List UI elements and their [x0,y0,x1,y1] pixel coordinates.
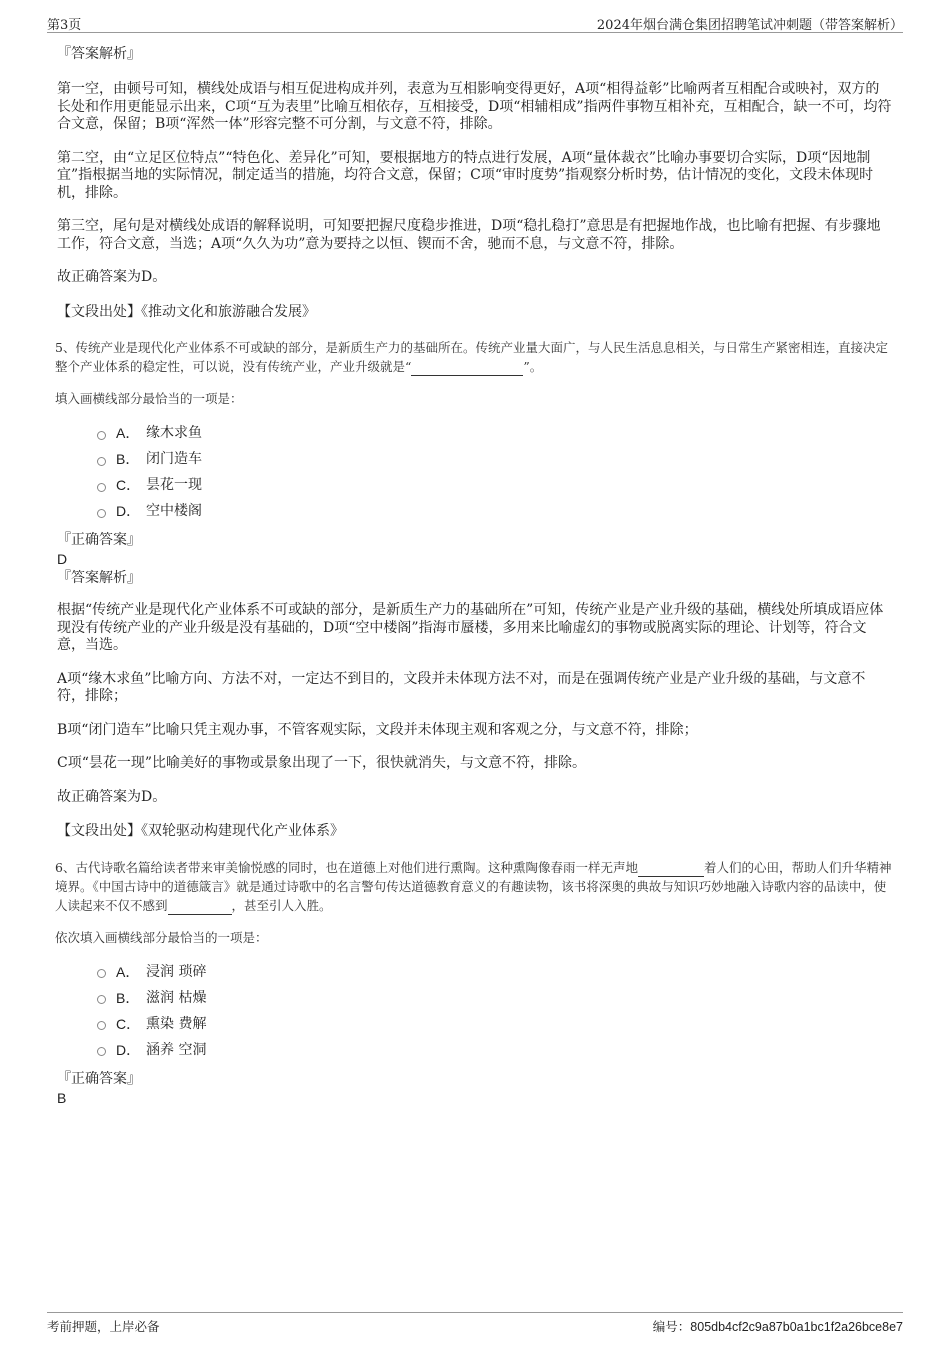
analysis-paragraph: 第三空，尾句是对横线处成语的解释说明，可知要把握尺度稳步推进，D项“稳扎稳打”意思是有把握地作战，也比喻有把握、有步骤地工作，符合文意，当选；A项“久久为功”意为要持之以恒、锲而不舍，驰而不息，与文意不符，排除。 [57,218,881,252]
source-citation: 【文段出处】《双轮驱动构建现代化产业体系》 [57,823,344,839]
radio-icon[interactable] [97,431,106,440]
option-b[interactable]: B． 闭门造车 [97,446,893,472]
page-footer [47,1312,903,1337]
question-6-stem: 6、古代诗歌名篇给读者带来审美愉悦感的同时，也在道德上对他们进行熏陶。这种熏陶像春雨一样无声地 着人们的心田，帮助人们升华精神境界。《中国古诗中的道德箴言》就是通过诗歌中的名言警句传达道德教育意义的有趣读物，该书将深奥的典故与知识巧妙地融入诗歌内容的品读中，使人读起来不仅不感到 ，甚至引人入胜。 [55,859,892,913]
radio-icon[interactable] [97,1021,106,1030]
question-instruction: 填入画横线部分最恰当的一项是： [55,391,243,406]
radio-icon[interactable] [97,457,106,466]
option-b[interactable]: B． 滋润 枯燥 [97,985,893,1011]
radio-icon[interactable] [97,995,106,1004]
option-a[interactable]: A． 浸润 琐碎 [97,959,893,985]
option-c[interactable]: C． 昙花一现 [97,472,893,498]
correct-answer-label: 『正确答案』 [57,532,141,548]
page-header [47,12,903,33]
document-code: 编号：805db4cf2c9a87b0a1bc1f2a26bce8e7 [652,1319,903,1334]
document-title: 2024年烟台满仓集团招聘笔试冲刺题（带答案解析） [596,18,903,33]
source-citation: 【文段出处】《推动文化和旅游融合发展》 [57,303,316,320]
correct-answer: B [57,1089,67,1106]
option-c[interactable]: C． 熏染 费解 [97,1011,893,1037]
analysis-paragraph: B项“闭门造车”比喻只凭主观办事，不管客观实际，文段并未体现主观和客观之分，与文意不符，排除； [57,721,698,738]
analysis-paragraph: 第二空，由“立足区位特点”“特色化、差异化”可知，要根据地方的特点进行发展，A项“量体裁衣”比喻办事要切合实际，D项“因地制宜”指根据当地的实际情况，制定适当的措施，均符合文意，保留；C项“审时度势”指观察分析时势，估计情况的变化，文段未体现时机，排除。 [57,149,874,201]
analysis-paragraph: A项“缘木求鱼”比喻方向、方法不对，一定达不到目的，文段并未体现方法不对，而是在强调传统产业是产业升级的基础，与文意不符，排除； [57,670,866,704]
answer-analysis-label: 『答案解析』 [57,570,141,586]
question-instruction: 依次填入画横线部分最恰当的一项是： [55,929,268,945]
correct-answer-label: 『正确答案』 [57,1070,141,1087]
analysis-paragraph: 根据“传统产业是现代化产业体系不可或缺的部分，是新质生产力的基础所在”可知，传统产业是产业升级的基础，横线处所填成语应体现没有传统产业的产业升级是没有基础的，D项“空中楼阁”指海市蜃楼，多用来比喻虚幻的事物或脱离实际的理论、计划等，符合文意，当选。 [57,602,884,653]
page-number: 第3页 [47,18,82,33]
analysis-paragraph: 第一空，由顿号可知，横线处成语与相互促进构成并列，表意为互相影响变得更好，A项“相得益彰”比喻两者互相配合或映衬，双方的长处和作用更能显示出来，C项“互为表里”比喻互相依存，互相接受，D项“相辅相成”指两件事物互相补充，互相配合，缺一不可，均符合文意，保留；B项“浑然一体”形容完整不可分割，与文意不符，排除。 [57,81,892,132]
radio-icon[interactable] [97,483,106,492]
answer-blank [168,902,232,915]
question-5-stem: 5、传统产业是现代化产业体系不可或缺的部分，是新质生产力的基础所在。传统产业量大面广，与人民生活息息相关，与日常生产紧密相连，直接决定整个产业体系的稳定性，可以说，没有传统产业，产业升级就是“ ”。 [55,340,888,374]
radio-icon[interactable] [97,969,106,978]
analysis-paragraph: C项“昙花一现”比喻美好的事物或景象出现了一下，很快就消失，与文意不符，排除。 [57,755,587,771]
question-5-options [97,420,893,524]
question-6-options [97,959,893,1063]
answer-conclusion: 故正确答案为D。 [57,269,167,285]
page-content [57,44,893,1107]
option-a[interactable]: A． 缘木求鱼 [97,420,893,446]
answer-blank [411,363,523,376]
radio-icon[interactable] [97,1047,106,1056]
answer-blank [638,864,704,877]
radio-icon[interactable] [97,509,106,518]
footer-slogan: 考前押题，上岸必备 [47,1319,160,1334]
answer-conclusion: 故正确答案为D。 [57,788,167,805]
answer-analysis-label: 『答案解析』 [57,46,141,62]
correct-answer: D [57,551,68,567]
option-d[interactable]: D． 涵养 空洞 [97,1037,893,1063]
option-d[interactable]: D． 空中楼阁 [97,498,893,524]
